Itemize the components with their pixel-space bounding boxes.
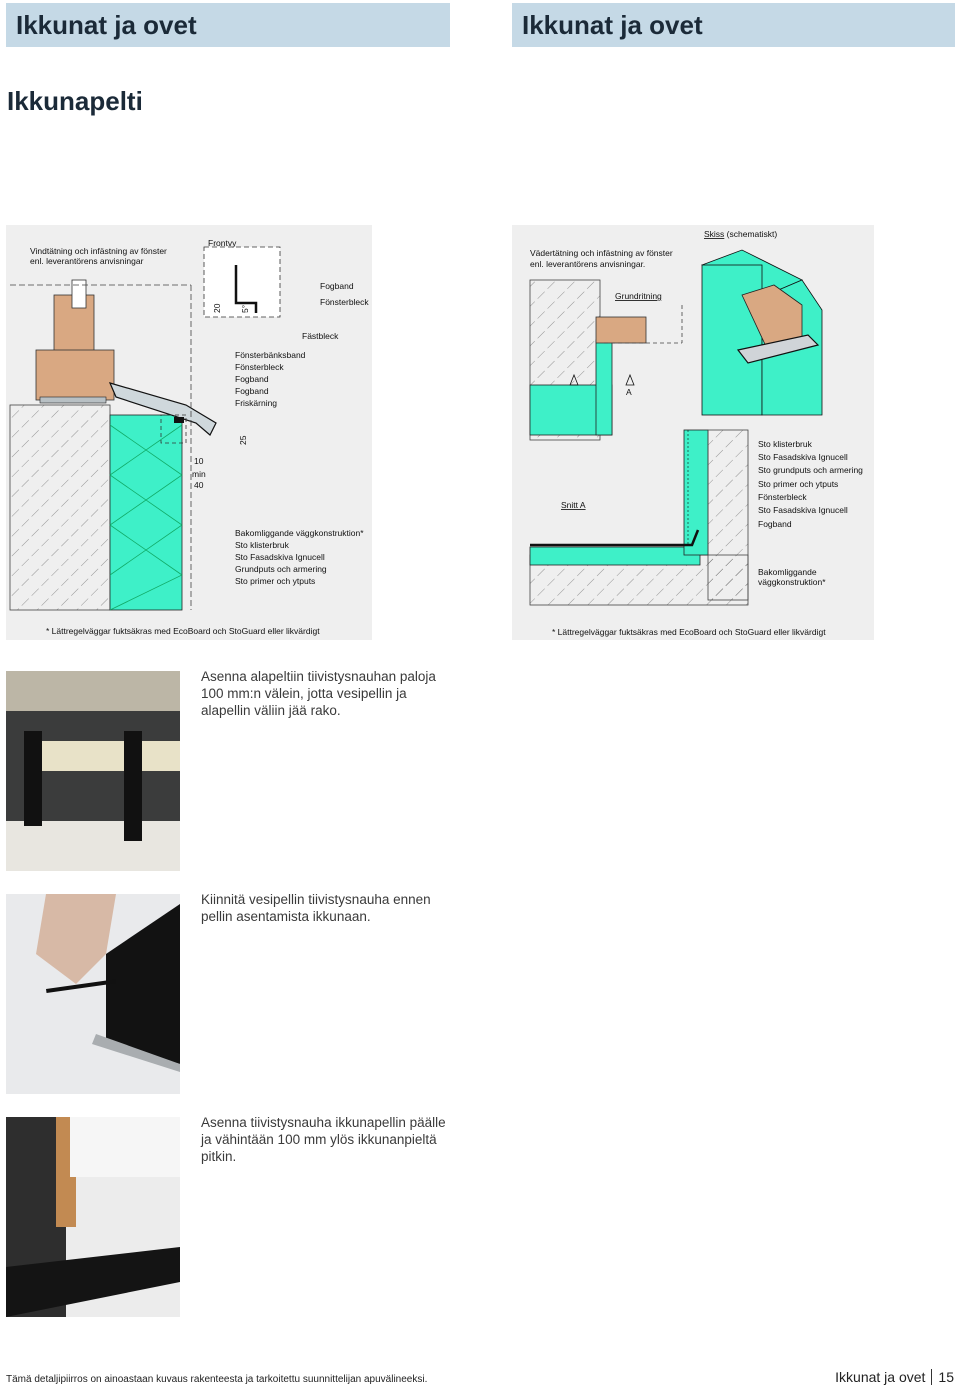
footer-page-number: 15 (938, 1369, 954, 1385)
step-3-text: Asenna tiivistysnauha ikkunapellin päälle ja vähintään 100 mm ylös ikkunanpieltä pitkin. (201, 1115, 446, 1164)
detail-drawing-right-svg (512, 225, 874, 640)
window-sill-wood (36, 350, 114, 400)
step-2-photo (6, 894, 180, 1094)
detail-drawing-right (512, 225, 874, 640)
right-label-2: Sto grundputs och armering (758, 465, 863, 475)
footer-separator (931, 1369, 932, 1385)
right-label-5: Sto Fasadskiva Ignucell (758, 505, 848, 515)
right-label-4: Fönsterbleck (758, 492, 807, 502)
label-mid-0: Fönsterbänksband (235, 350, 306, 360)
step-1-illustration (6, 671, 180, 871)
skiss-suffix: (schematiskt) (724, 229, 778, 239)
wall-hatch (10, 405, 110, 610)
right-bottom-label-1: Bakomliggande (758, 567, 817, 577)
label-mid-2: Fogband (235, 374, 269, 384)
dim-40: 40 (194, 480, 204, 490)
label-bottom-2: Sto Fasadskiva Ignucell (235, 552, 325, 562)
snitt-a-label: Snitt A (561, 500, 586, 510)
label-bottom-4: Sto primer och ytputs (235, 576, 316, 586)
label-bottom-1: Sto klisterbruk (235, 540, 289, 550)
right-label-0: Sto klisterbruk (758, 439, 812, 449)
marker-a: A (626, 387, 632, 397)
step-1-photo (6, 671, 180, 871)
left-top-note-2: enl. leverantörens anvisningar (30, 256, 144, 266)
label-fonsterbleck-top: Fönsterbleck (320, 297, 369, 307)
right-top-note-2: enl. leverantörens anvisningar. (530, 259, 646, 269)
iso-insulation (702, 265, 762, 415)
dim-min: min (192, 469, 206, 479)
step-3-photo (6, 1117, 180, 1317)
header-right-title: Ikkunat ja ovet (512, 3, 955, 47)
footer-section: Ikkunat ja ovet (835, 1369, 926, 1385)
step-1-text: Asenna alapeltiin tiivistysnauhan paloja 100 mm:n välein, jotta vesipellin ja alapellin väliin jää rako. (201, 669, 436, 718)
right-top-note-1: Vädertätning och infästning av fönster (530, 248, 673, 258)
label-bottom-0: Bakomliggande väggkonstruktion* (235, 528, 364, 538)
dim-5: 5° (240, 304, 250, 313)
step-3-illustration (6, 1117, 180, 1317)
dim-20: 20 (212, 303, 222, 313)
left-footnote: * Lättregelväggar fuktsäkras med EcoBoard och StoGuard eller likvärdigt (46, 626, 320, 636)
sill-band (40, 397, 106, 403)
step-2-illustration (6, 894, 180, 1094)
label-mid-3: Fogband (235, 386, 269, 396)
left-top-note-1: Vindtätning och infästning av fönster (30, 246, 167, 256)
footer-note: Tämä detaljipiirros on ainoastaan kuvaus rakenteesta ja tarkoitettu suunnittelijan apuvälineeksi. (6, 1374, 428, 1385)
dim-25: 25 (238, 435, 248, 445)
skiss-label (704, 229, 777, 239)
label-mid-1: Fönsterbleck (235, 362, 284, 372)
right-label-1: Sto Fasadskiva Ignucell (758, 452, 848, 462)
right-label-6: Fogband (758, 519, 792, 529)
right-bottom-label-2: väggkonstruktion* (758, 577, 826, 587)
page-title: Ikkunapelti (7, 86, 143, 116)
section-flashing (530, 530, 698, 545)
glass (72, 280, 86, 308)
dim-10: 10 (194, 456, 204, 466)
footer-page-info (835, 1369, 954, 1385)
frontvy-label: Frontvy (208, 238, 237, 248)
plan-window-frame (596, 317, 646, 343)
right-footnote: * Lättregelväggar fuktsäkras med EcoBoard och StoGuard eller likvärdigt (552, 627, 826, 637)
label-fogband-top: Fogband (320, 281, 354, 291)
detail-drawing-left-svg (6, 225, 372, 640)
label-fastbleck: Fästbleck (302, 331, 339, 341)
right-label-3: Sto primer och ytputs (758, 479, 839, 489)
header-left-title: Ikkunat ja ovet (6, 3, 450, 47)
label-bottom-3: Grundputs och armering (235, 564, 327, 574)
step-2-text: Kiinnitä vesipellin tiivistysnauha ennen pellin asentamista ikkunaan. (201, 892, 431, 924)
label-mid-4: Friskärning (235, 398, 278, 408)
insulation-block (110, 415, 182, 610)
skiss-word: Skiss (704, 229, 725, 239)
detail-drawing-left (6, 225, 372, 640)
grundritning-label: Grundritning (615, 291, 662, 301)
